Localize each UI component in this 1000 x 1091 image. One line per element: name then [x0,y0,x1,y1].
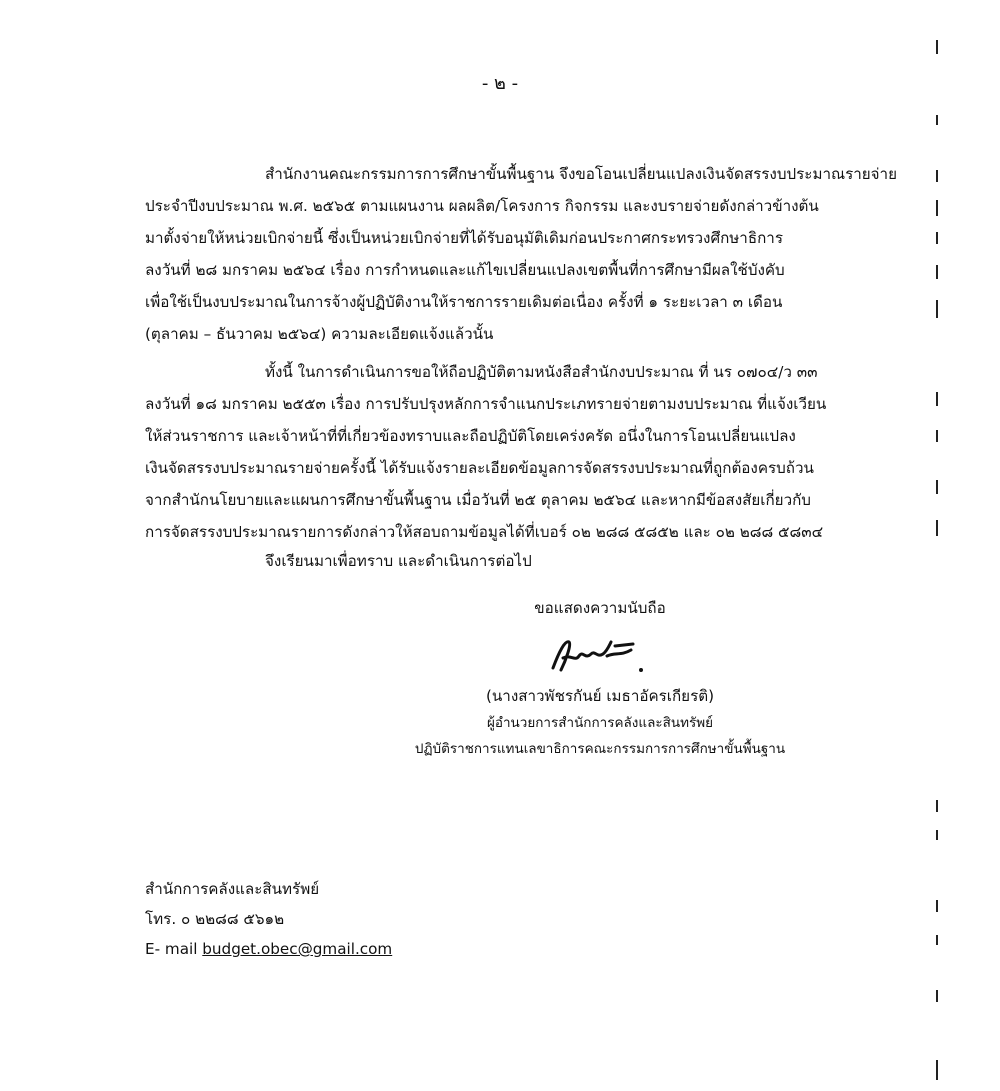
paragraph-line: ทั้งนี้ ในการดำเนินการขอให้ถือปฏิบัติตามหนังสือสำนักงบประมาณ ที่ นร ๐๗๐๔/ว ๓๓ [265,363,818,381]
paragraph-compliance [145,356,920,548]
email-row [145,934,392,964]
page-number: - ๒ - [481,73,519,94]
email-link[interactable]: budget.obec@gmail.com [202,940,393,958]
signer-name: (นางสาวพัชรกันย์ เมธาอัครเกียรติ) [485,687,715,705]
scan-edge-marks [936,0,938,1091]
paragraph-line: สำนักงานคณะกรรมการการศึกษาขั้นพื้นฐาน จึงขอโอนเปลี่ยนแปลงเงินจัดสรรงบประมาณรายจ่าย [265,165,897,183]
signer-position: ผู้อำนวยการสำนักการคลังและสินทรัพย์ [486,715,714,731]
signature-block [380,592,820,762]
office-name: สำนักการคลังและสินทรัพย์ [145,880,320,898]
paragraph-line: ลงวันที่ ๑๘ มกราคม ๒๕๕๓ เรื่อง การปรับปรุงหลักการจำแนกประเภทรายจ่ายตามงบประมาณ ที่แจ้งเวียน [145,395,827,413]
closing-statement: จึงเรียนมาเพื่อทราบ และดำเนินการต่อไป [265,552,532,570]
paragraph-line: การจัดสรรงบประมาณรายการดังกล่าวให้สอบถามข้อมูลได้ที่เบอร์ ๐๒ ๒๘๘ ๕๘๕๒ และ ๐๒ ๒๘๘ ๕๘๓๔ [145,523,824,541]
signer-acting-position: ปฏิบัติราชการแทนเลขาธิการคณะกรรมการการศึกษาขั้นพื้นฐาน [414,741,786,757]
paragraph-budget-transfer [145,158,920,350]
paragraph-line: (ตุลาคม – ธันวาคม ๒๕๖๔) ความละเอียดแจ้งแล้วนั้น [145,325,494,343]
contact-footer [145,874,392,964]
paragraph-line: เงินจัดสรรงบประมาณรายจ่ายครั้งนี้ ได้รับแจ้งรายละเอียดข้อมูลการจัดสรรงบประมาณที่ถูกต้องครบถ้วน [145,459,814,477]
handwritten-signature [545,632,655,678]
office-phone: โทร. ๐ ๒๒๘๘ ๕๖๑๒ [145,910,285,928]
paragraph-line: ลงวันที่ ๒๘ มกราคม ๒๕๖๔ เรื่อง การกำหนดและแก้ไขเปลี่ยนแปลงเขตพื้นที่การศึกษามีผลใช้บังคับ [145,261,785,279]
regards-text: ขอแสดงความนับถือ [534,599,666,617]
paragraph-line: จากสำนักนโยบายและแผนการศึกษาขั้นพื้นฐาน เมื่อวันที่ ๒๕ ตุลาคม ๒๕๖๔ และหากมีข้อสงสัยเกี่ยวกับ [145,491,811,509]
paragraph-line: เพื่อใช้เป็นงบประมาณในการจ้างผู้ปฏิบัติงานให้ราชการรายเดิมต่อเนื่อง ครั้งที่ ๑ ระยะเวลา ๓ เดือน [145,293,783,311]
paragraph-line: ประจำปีงบประมาณ พ.ศ. ๒๕๖๕ ตามแผนงาน ผลผลิต/โครงการ กิจกรรม และงบรายจ่ายดังกล่าวข้างต้น [145,197,819,215]
paragraph-line: มาตั้งจ่ายให้หน่วยเบิกจ่ายนี้ ซึ่งเป็นหน่วยเบิกจ่ายที่ได้รับอนุมัติเดิมก่อนประกาศกระทรวงศึกษาธิการ [145,229,783,247]
email-label: E- mail [145,940,198,958]
paragraph-line: ให้ส่วนราชการ และเจ้าหน้าที่ที่เกี่ยวข้องทราบและถือปฏิบัติโดยเคร่งครัด อนึ่งในการโอนเปลี่ยนแปลง [145,427,796,445]
